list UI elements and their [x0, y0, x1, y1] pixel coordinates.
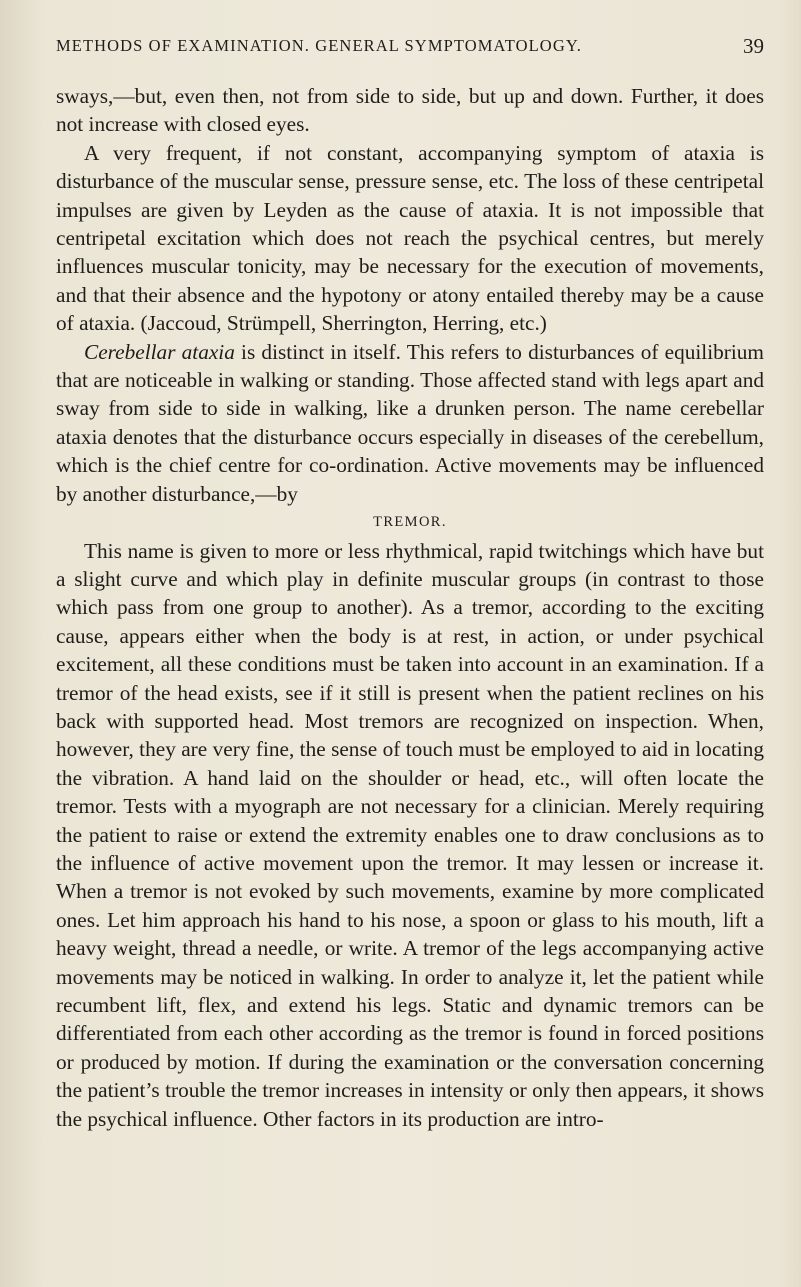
running-head — [56, 36, 764, 62]
page-number: 39 — [743, 34, 764, 58]
paragraph-muscular-sense: A very frequent, if not constant, accompanying symptom of ataxia is disturbance of the muscular sense, pressure sense, etc. The loss of these centripetal impulses are given by Leyden as the cause of ataxia. It is not impossible that centripetal excitation which does not reach the psychical centres, but merely influences muscular tonicity, may be necessary for the execution of movements, and that their absence and the hypotony or atony entailed thereby may be a cause of ataxia. (Jaccoud, Strümpell, Sherrington, Herring, etc.) — [56, 140, 764, 336]
paragraph-continuation: sways,—but, even then, not from side to side, but up and down. Further, it does not increase with closed eyes. — [56, 84, 764, 137]
paragraph-cerebellar-ataxia — [56, 338, 764, 508]
body-text — [56, 82, 764, 1133]
section-heading-tremor: TREMOR. — [373, 514, 447, 531]
running-title: METHODS OF EXAMINATION. GENERAL SYMPTOMATOLOGY. — [56, 36, 582, 55]
paragraph-cerebellar-ataxia-text: is distinct in itself. This refers to disturbances of equilibrium that are noticeable in walking or standing. Those affected stand with legs apart and sway from side to side in walking, like a drunken person. The name cerebellar ataxia denotes that the disturbance occurs especially in diseases of the cerebellum, which is the chief centre for co-ordination. Active movements may be influenced by another disturbance,—by — [56, 339, 765, 506]
paragraph-tremor: This name is given to more or less rhythmical, rapid twitchings which have but a slight curve and which play in definite muscular groups (in contrast to those which pass from one group to another). As a tremor, according to the exciting cause, appears either when the body is at rest, in action, or under psychical excitement, all these conditions must be taken into account in an examination. If a tremor of the head exists, see if it still is present when the patient reclines on his back with supported head. Most tremors are recognized on inspection. When, however, they are very fine, the sense of touch must be employed to aid in locating the vibration. A hand laid on the shoulder or head, etc., will often locate the tremor. Tests with a myograph are not necessary for a clinician. Merely requiring the patient to raise or extend the extremity enables one to draw conclusions as to the influence of active movement upon the tremor. It may lessen or increase it. When a tremor is not evoked by such movements, examine by more complicated ones. Let him approach his hand to his nose, a spoon or glass to his mouth, lift a heavy weight, thread a needle, or write. A tremor of the legs accompanying active movements may be noticed in walking. In order to analyze it, let the patient while recumbent lift, flex, and extend his legs. Static and dynamic tremors can be differentiated from each other according as the tremor is found in forced positions or produced by motion. If during the examination or the conversation concerning the patient’s trouble the tremor increases in intensity or only then appears, it shows the psychical influence. Other factors in its production are intro- — [56, 538, 764, 1131]
term-cerebellar-ataxia: Cerebellar ataxia — [84, 339, 235, 364]
